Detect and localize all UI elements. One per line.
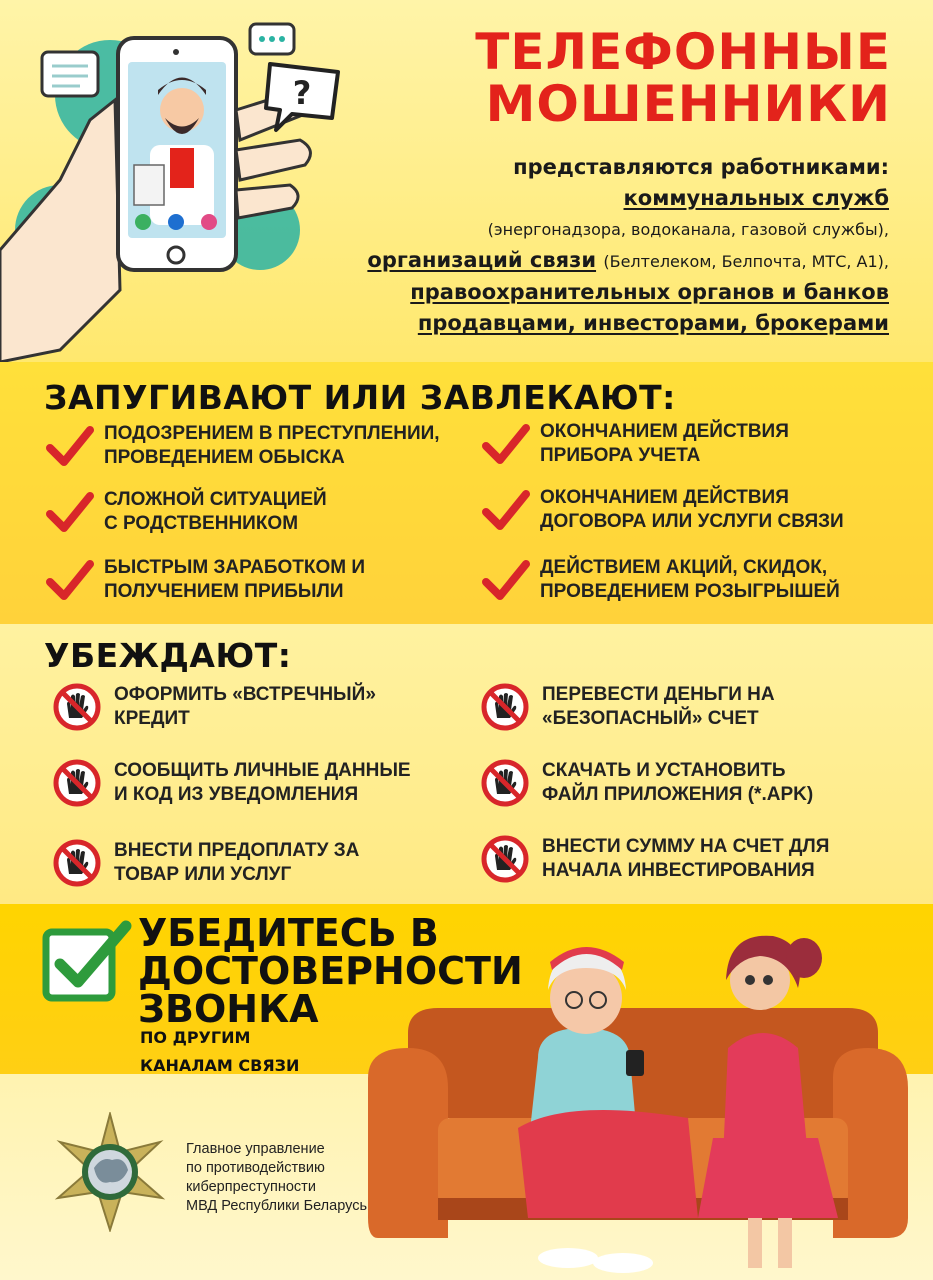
intro-telecom-line xyxy=(189,245,889,277)
scare-item xyxy=(46,488,327,536)
title-line-1: ТЕЛЕФОННЫЕ xyxy=(475,23,891,81)
convince-heading: УБЕЖДАЮТ: xyxy=(44,636,292,675)
verify-line-2: ДОСТОВЕРНОСТИ xyxy=(138,949,523,993)
convince-item-line-2: «БЕЗОПАСНЫЙ» СЧЕТ xyxy=(542,708,759,729)
svg-text:?: ? xyxy=(292,74,312,112)
scare-item-line-1: ДЕЙСТВИЕМ АКЦИЙ, СКИДОК, xyxy=(540,557,828,578)
stop-hand-icon xyxy=(52,758,102,808)
convince-item-line-1: СООБЩИТЬ ЛИЧНЫЕ ДАННЫЕ xyxy=(114,760,411,781)
convince-item-line-2: ТОВАР ИЛИ УСЛУГ xyxy=(114,864,292,885)
footer-line-4: МВД Республики Беларусь xyxy=(186,1198,367,1214)
footer-org xyxy=(186,1140,367,1216)
scare-item-line-1: СЛОЖНОЙ СИТУАЦИЕЙ xyxy=(104,489,327,510)
scare-item-line-2: ДОГОВОРА ИЛИ УСЛУГИ СВЯЗИ xyxy=(540,511,844,532)
scare-heading: ЗАПУГИВАЮТ ИЛИ ЗАВЛЕКАЮТ: xyxy=(44,378,676,417)
convince-item xyxy=(480,758,813,808)
convince-item-line-1: ОФОРМИТЬ «ВСТРЕЧНЫЙ» xyxy=(114,684,376,705)
convince-item xyxy=(480,682,775,732)
sofa-illustration xyxy=(368,918,913,1280)
scare-item-line-2: С РОДСТВЕННИКОМ xyxy=(104,513,299,534)
stop-hand-icon xyxy=(52,682,102,732)
page-title xyxy=(371,23,891,133)
question-bubble-icon xyxy=(262,58,346,134)
red-check-icon xyxy=(482,558,530,602)
intro-law-banks: правоохранительных органов и банков xyxy=(410,280,889,304)
intro-block xyxy=(189,152,889,339)
stop-hand-icon xyxy=(52,838,102,888)
scare-item xyxy=(482,420,789,468)
scare-item-line-1: БЫСТРЫМ ЗАРАБОТКОМ И xyxy=(104,557,366,578)
red-check-icon xyxy=(46,490,94,534)
scare-item xyxy=(46,556,365,604)
scare-item xyxy=(482,486,844,534)
intro-utilities: коммунальных служб xyxy=(623,186,889,210)
scare-item-line-1: ПОДОЗРЕНИЕМ В ПРЕСТУПЛЕНИИ, xyxy=(104,423,440,444)
title-line-2: МОШЕННИКИ xyxy=(485,75,891,133)
convince-item-line-2: И КОД ИЗ УВЕДОМЛЕНИЯ xyxy=(114,784,359,805)
mvd-emblem-icon xyxy=(50,1112,170,1232)
intro-telecom: организаций связи xyxy=(367,248,597,272)
convince-item-line-1: ПЕРЕВЕСТИ ДЕНЬГИ НА xyxy=(542,684,775,705)
red-check-icon xyxy=(46,558,94,602)
scare-item xyxy=(482,556,840,604)
scare-item-line-2: ПРИБОРА УЧЕТА xyxy=(540,445,701,466)
red-check-icon xyxy=(46,424,94,468)
footer-line-3: киберпреступности xyxy=(186,1179,316,1195)
convince-item xyxy=(52,838,359,888)
footer-line-1: Главное управление xyxy=(186,1141,325,1157)
convince-item-line-1: ВНЕСТИ СУММУ НА СЧЕТ ДЛЯ xyxy=(542,836,830,857)
green-check-box-icon xyxy=(40,918,136,1008)
intro-lead: представляются работниками: xyxy=(513,155,889,179)
convince-item xyxy=(52,758,411,808)
convince-item xyxy=(480,834,829,884)
intro-sellers: продавцами, инвесторами, брокерами xyxy=(417,311,889,335)
scare-item-line-1: ОКОНЧАНИЕМ ДЕЙСТВИЯ xyxy=(540,421,789,442)
stop-hand-icon xyxy=(480,834,530,884)
red-check-icon xyxy=(482,488,530,532)
scare-item-line-2: ПРОВЕДЕНИЕМ ОБЫСКА xyxy=(104,447,345,468)
stop-hand-icon xyxy=(480,682,530,732)
verify-line-3: ЗВОНКА xyxy=(138,987,319,1031)
convince-item-line-1: ВНЕСТИ ПРЕДОПЛАТУ ЗА xyxy=(114,840,360,861)
intro-telecom-note: (Белтелеком, Белпочта, МТС, А1), xyxy=(603,252,889,271)
verify-sub-line-1: ПО ДРУГИМ xyxy=(140,1028,251,1047)
convince-item-line-2: НАЧАЛА ИНВЕСТИРОВАНИЯ xyxy=(542,860,815,881)
convince-item-line-2: КРЕДИТ xyxy=(114,708,190,729)
verify-line-1: УБЕДИТЕСЬ В xyxy=(138,911,439,955)
scare-item-line-1: ОКОНЧАНИЕМ ДЕЙСТВИЯ xyxy=(540,487,789,508)
stop-hand-icon xyxy=(480,758,530,808)
footer-line-2: по противодействию xyxy=(186,1160,325,1176)
convince-item-line-2: ФАЙЛ ПРИЛОЖЕНИЯ (*.APK) xyxy=(542,784,814,805)
verify-sub-line-2: КАНАЛАМ СВЯЗИ xyxy=(140,1056,300,1075)
scare-item-line-2: ПРОВЕДЕНИЕМ РОЗЫГРЫШЕЙ xyxy=(540,581,840,602)
scare-item-line-2: ПОЛУЧЕНИЕМ ПРИБЫЛИ xyxy=(104,581,344,602)
scare-item xyxy=(46,422,440,470)
intro-utilities-note: (энергонадзора, водоканала, газовой службы), xyxy=(487,220,889,239)
verify-subtitle xyxy=(140,1024,299,1080)
red-check-icon xyxy=(482,422,530,466)
convince-item-line-1: СКАЧАТЬ И УСТАНОВИТЬ xyxy=(542,760,786,781)
convince-item xyxy=(52,682,376,732)
